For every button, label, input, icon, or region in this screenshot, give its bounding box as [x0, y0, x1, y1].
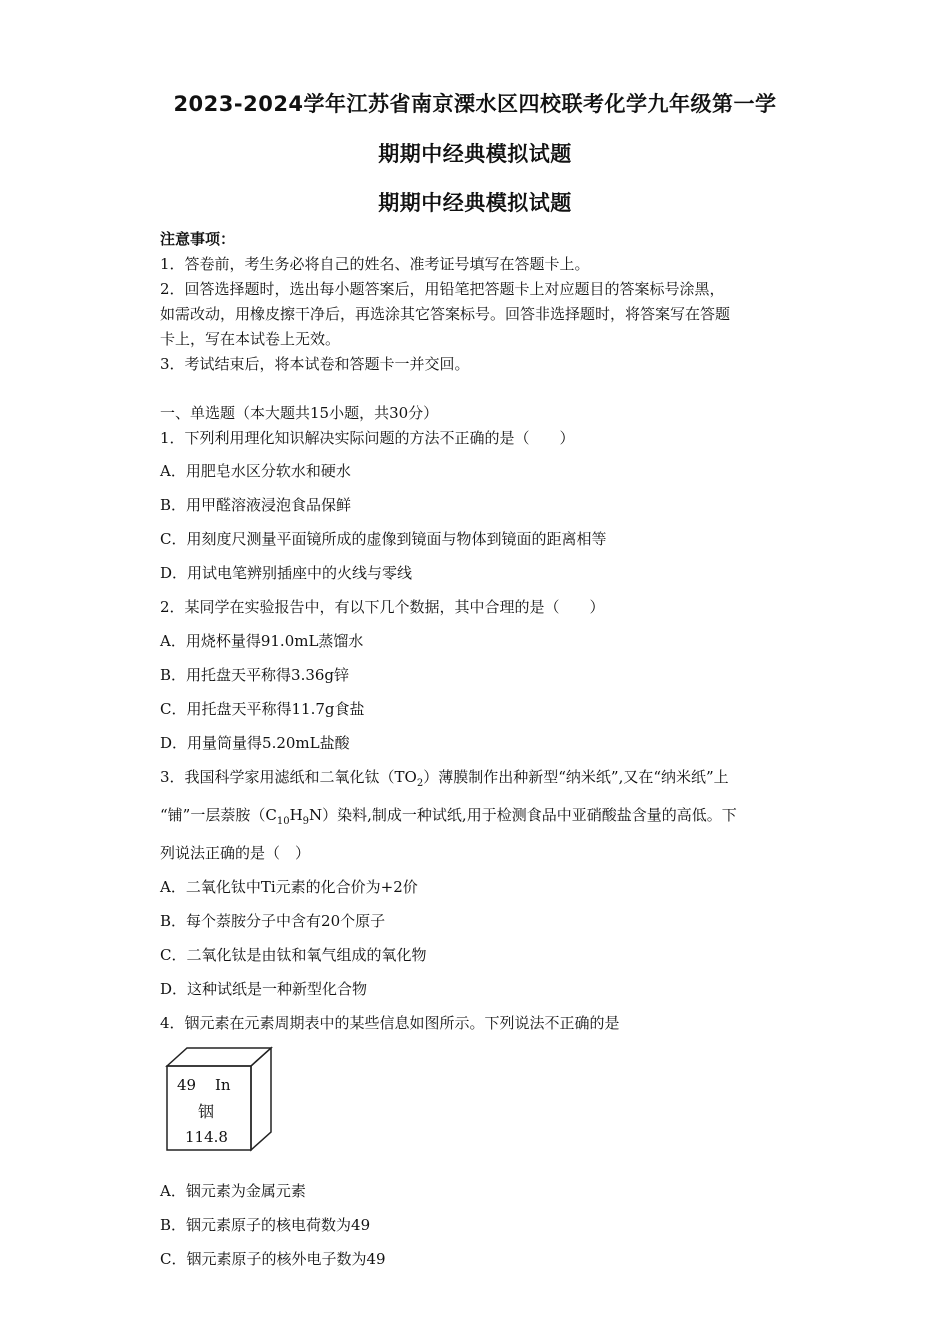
q3-text: N）染料,制成一种试纸,用于检测食品中亚硝酸盐含量的高低。下: [309, 806, 737, 824]
element-atomic-number: 49: [177, 1076, 197, 1094]
question-3-option-c: C．二氧化钛是由钛和氧气组成的氧化物: [160, 946, 427, 964]
notice-item: 2．回答选择题时，选出每小题答案后，用铅笔把答题卡上对应题目的答案标号涂黑，: [160, 280, 725, 298]
question-2-option-b: B．用托盘天平称得3.36g锌: [160, 666, 350, 684]
question-3-option-d: D．这种试纸是一种新型化合物: [160, 980, 368, 998]
notice-item: 卡上，写在本试卷上无效。: [160, 330, 341, 348]
question-3-option-a: A．二氧化钛中Ti元素的化合价为+2价: [160, 878, 418, 896]
question-3-stem-line-1: [160, 766, 790, 789]
notice-heading: 注意事项：: [160, 230, 236, 248]
question-4-option-a: A．铟元素为金属元素: [160, 1182, 306, 1200]
question-1-option-b: B．用甲醛溶液浸泡食品保鲜: [160, 496, 352, 514]
q3-subscript: 2: [416, 778, 424, 789]
question-2-option-a: A．用烧杯量得91.0mL蒸馏水: [160, 632, 364, 650]
section-heading: 一、单选题（本大题共15小题，共30分）: [160, 404, 439, 422]
question-2-stem: 2．某同学在实验报告中，有以下几个数据，其中合理的是（ ）: [160, 598, 605, 616]
notice-item: 3．考试结束后，将本试卷和答题卡一并交回。: [160, 355, 470, 373]
element-name: 铟: [198, 1102, 215, 1121]
q3-text: ）薄膜制作出种新型“纳米纸”,又在“纳米纸”上: [423, 768, 729, 786]
doc-title-line-1: 2023-2024学年江苏省南京溧水区四校联考化学九年级第一学: [173, 92, 777, 116]
q3-text: H: [289, 806, 303, 824]
question-2-option-d: D．用量筒量得5.20mL盐酸: [160, 734, 350, 752]
notice-item: 1．答卷前，考生务必将自己的姓名、准考证号填写在答题卡上。: [160, 255, 590, 273]
element-symbol: In: [215, 1076, 231, 1094]
q3-text: “铺”一层萘胺（C: [160, 806, 277, 824]
element-atomic-mass: 114.8: [185, 1128, 228, 1146]
question-4-option-c: C．铟元素原子的核外电子数为49: [160, 1250, 386, 1268]
question-3-stem-line-2: [160, 804, 790, 827]
q3-subscript: 10: [276, 816, 290, 827]
question-1-option-a: A．用肥皂水区分软水和硬水: [160, 462, 351, 480]
question-1-option-c: C．用刻度尺测量平面镜所成的虚像到镜面与物体到镜面的距离相等: [160, 530, 607, 548]
question-1-stem: 1．下列利用理化知识解决实际问题的方法不正确的是（ ）: [160, 429, 575, 447]
question-2-option-c: C．用托盘天平称得11.7g食盐: [160, 700, 365, 718]
q3-subscript: 9: [302, 816, 310, 827]
element-cell-figure: [165, 1046, 275, 1154]
question-4-stem: 4．铟元素在元素周期表中的某些信息如图所示。下列说法不正确的是: [160, 1014, 620, 1032]
question-4-option-b: B．铟元素原子的核电荷数为49: [160, 1216, 371, 1234]
doc-title-line-3: 期期中经典模拟试题: [378, 191, 572, 215]
notice-item: 如需改动，用橡皮擦干净后，再选涂其它答案标号。回答非选择题时，将答案写在答题: [160, 305, 731, 323]
doc-title-line-2: 期期中经典模拟试题: [378, 142, 572, 166]
q3-text: 3．我国科学家用滤纸和二氧化钛（TO: [160, 768, 417, 786]
question-1-option-d: D．用试电笔辨别插座中的火线与零线: [160, 564, 413, 582]
question-3-option-b: B．每个萘胺分子中含有20个原子: [160, 912, 386, 930]
question-3-stem-line-3: 列说法正确的是（ ）: [160, 844, 311, 862]
